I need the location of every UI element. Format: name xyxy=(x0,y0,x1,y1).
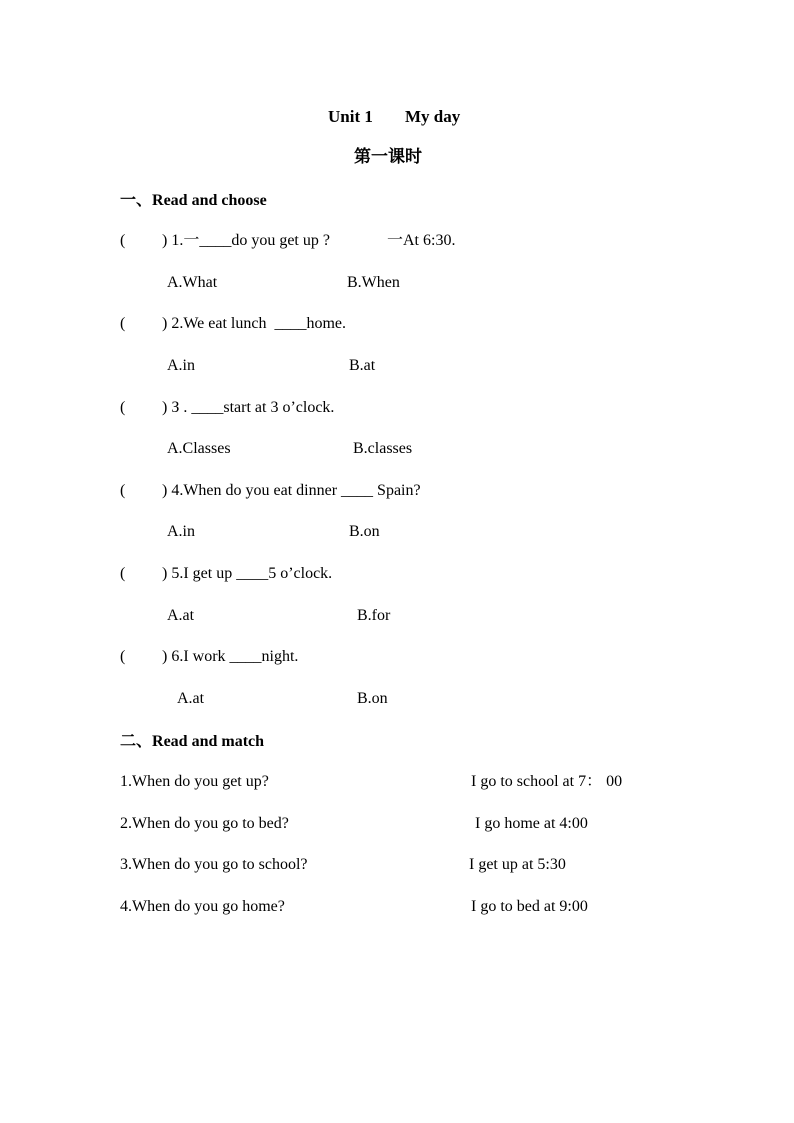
q1-option-a: A.What xyxy=(167,274,218,291)
unit-topic: My day xyxy=(405,107,461,126)
match-right-2: I go home at 4:00 xyxy=(475,815,588,832)
q6-text: ) 6.I work ____night. xyxy=(162,648,299,665)
section2-heading xyxy=(120,733,264,750)
q2-paren: ( xyxy=(120,315,126,332)
q4-paren: ( xyxy=(120,482,126,499)
match-right-3: I get up at 5:30 xyxy=(469,856,566,873)
section2-title: Read and match xyxy=(152,733,265,750)
section1-number: 一、 xyxy=(120,190,153,209)
q2-option-a: A.in xyxy=(167,357,195,374)
q5-option-b: B.for xyxy=(357,607,391,624)
section1-heading xyxy=(120,192,267,209)
match-left-2: 2.When do you go to bed? xyxy=(120,815,289,832)
match-right-1: I go to school at 7： 00 xyxy=(471,773,623,790)
q1-answer-hint: 一At 6:30. xyxy=(387,232,456,249)
section1-title: Read and choose xyxy=(152,192,267,209)
q6-paren: ( xyxy=(120,648,126,665)
match-right-4: I go to bed at 9:00 xyxy=(471,898,588,915)
q1-text: ) 1.一____do you get up ? xyxy=(162,232,330,249)
q1-paren: ( xyxy=(120,232,126,249)
match-left-3: 3.When do you go to school? xyxy=(120,856,308,873)
q4-text: ) 4.When do you eat dinner ____ Spain? xyxy=(162,482,421,499)
q2-text: ) 2.We eat lunch ____home. xyxy=(162,315,346,332)
q4-option-b: B.on xyxy=(349,523,380,540)
q5-paren: ( xyxy=(120,565,126,582)
q2-option-b: B.at xyxy=(349,357,376,374)
q3-paren: ( xyxy=(120,399,126,416)
q5-option-a: A.at xyxy=(167,607,195,624)
unit-label: Unit 1 xyxy=(328,107,373,126)
q6-option-a: A.at xyxy=(177,690,205,707)
q4-option-a: A.in xyxy=(167,523,195,540)
match-left-1: 1.When do you get up? xyxy=(120,773,269,790)
q1-option-b: B.When xyxy=(347,274,400,291)
q5-text: ) 5.I get up ____5 o’clock. xyxy=(162,565,333,582)
section2-number: 二、 xyxy=(120,731,153,750)
match-left-4: 4.When do you go home? xyxy=(120,898,285,915)
q6-option-b: B.on xyxy=(357,690,388,707)
lesson-title: 第一课时 xyxy=(354,147,422,167)
q3-option-a: A.Classes xyxy=(167,440,231,457)
q3-text: ) З . ____start at 3 o’clock. xyxy=(162,399,335,416)
q3-option-b: B.classes xyxy=(353,440,413,457)
